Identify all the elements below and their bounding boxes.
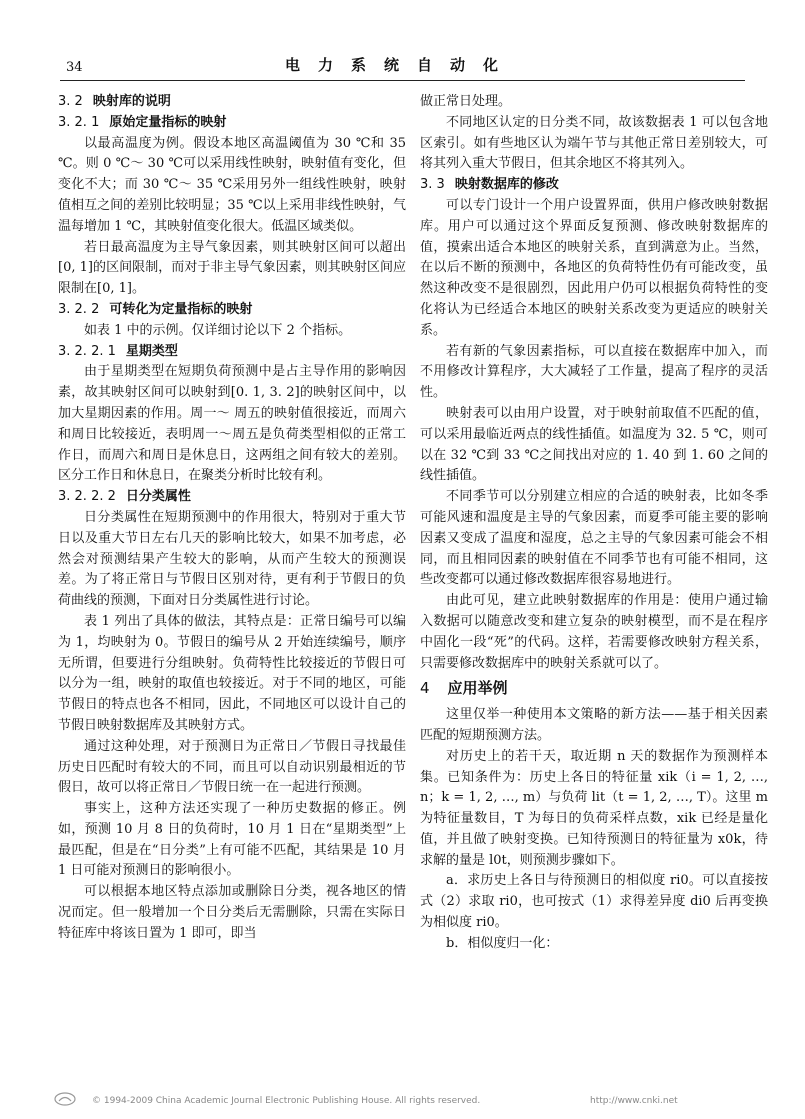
paragraph: 日分类属性在短期预测中的作用很大，特别对于重大节日以及重大节日左右几天的影响比较大，如果不加考虑，必然会对预测结果产生较大的影响，从而产生较大的预测误差。为了将正常日与节假日区别对待，更有利于节假日的负荷曲线的预测，下面对日分类属性进行讨论。: [58, 509, 406, 609]
paragraph: a．求历史上各日与待预测日的相似度 ri0。可以直接按式（2）求取 ri0，也可按式（1）求得差异度 di0 后再变换为相似度 ri0。: [420, 873, 768, 931]
website-link[interactable]: http://www.cnki.net: [590, 1096, 678, 1106]
paragraph: 以最高温度为例。假设本地区高温阈值为 30 ℃和 35 ℃。则 0 ℃～ 30 ℃可以采用线性映射，映射值有变化，但变化不大；而 30 ℃～ 35 ℃采用另外一组线性映射，映射值相互之间的差别比较明显；35 ℃以上采用非线性映射，气温每增加 1 ℃，其映射值变化很大。低温区域类似。: [58, 135, 406, 234]
paragraph: 可以专门设计一个用户设置界面，供用户修改映射数据库。用户可以通过这个界面反复预测、修改映射数据库的值，摸索出适合本地区的映射关系，直到满意为止。当然，在以后不断的预测中，各地区的负荷特性仍有可能改变，虽然这种改变不是很剧烈，因此用户仍可以根据负荷特性的变化将认为已经适合本地区的映射关系改变为更适应的映射关系。: [420, 197, 768, 338]
journal-title: 电力系统自动化: [285, 56, 517, 74]
subsection-heading: [58, 92, 406, 113]
paragraph: 由此可见，建立此映射数据库的作用是：使用户通过输入数据可以随意改变和建立复杂的映射模型，而不是在程序中固化一段“死”的代码。这样，若需要修改映射方程关系，只需要修改数据库中的映射关系就可以了。: [420, 593, 768, 671]
paragraph: 若日最高温度为主导气象因素，则其映射区间可以超出[0, 1]的区间限制，而对于非主导气象因素，则其映射区间应限制在[0, 1]。: [58, 239, 406, 297]
paragraph: b．相似度归一化：: [446, 935, 559, 951]
heading-text: 应用举例: [447, 679, 508, 698]
copyright-notice: © 1994-2009 China Academic Journal Electronic Publishing House. All rights reserved.: [92, 1096, 481, 1106]
heading-text: 可转化为定量指标的映射: [109, 301, 253, 317]
paragraph: 映射表可以由用户设置，对于映射前取值不匹配的值，可以采用最临近两点的线性插值。如温度为 32. 5 ℃，则可以在 32 ℃到 33 ℃之间找出对应的 1. 40 到 1. 60 之间的线性插值。: [420, 405, 768, 484]
paragraph: 不同季节可以分别建立相应的合适的映射表，比如冬季可能风速和温度是主导的气象因素，而夏季可能主要的影响因素又变成了温度和湿度，总之主导的气象因素可能会不相同，而且相同因素的映射值在不同季节也有可能不相同，这些改变都可以通过修改数据库很容易地进行。: [420, 489, 768, 588]
paragraph: 通过这种处理，对于预测日为正常日／节假日寻找最佳历史日匹配时有较大的不同，而且可以自动识别最相近的节假日，故可以将正常日／节假日统一在一起进行预测。: [58, 738, 406, 796]
heading-number: 3. 2: [58, 94, 83, 109]
heading-number: 3. 2. 2. 2: [58, 489, 116, 505]
heading-text: 映射数据库的修改: [454, 177, 559, 193]
left-column: [58, 92, 406, 945]
paragraph: 由于星期类型在短期负荷预测中是占主导作用的影响因素，故其映射区间可以映射到[0. 1, 3. 2]的映射区间中，以加大星期因素的作用。周一～ 周五的映射值很接近，而周六和周日比较接近，表明周一～周五是负荷类型相似的正常工作日，而周六和周日是休息日，这两组之间有较大的差别。区分工作日和休息日，在聚类分析时比较有利。: [58, 364, 406, 484]
subsection-heading: [58, 342, 406, 363]
paragraph: 不同地区认定的日分类不同，故该数据表 1 可以包含地区索引。如有些地区认为端午节与其他正常日差别较大，可将其列入重大节假日，但其余地区不将其列入。: [420, 114, 768, 172]
heading-text: 原始定量指标的映射: [109, 114, 227, 130]
section-heading: [420, 678, 768, 699]
page-number: 34: [66, 60, 83, 75]
heading-number: 3. 2. 1: [58, 114, 100, 130]
heading-text: 日分类属性: [125, 489, 191, 505]
subsection-heading: [420, 175, 768, 196]
heading-number: 3. 2. 2. 1: [58, 343, 116, 359]
heading-number: 3. 3: [420, 177, 445, 193]
heading-number: 3. 2. 2: [58, 301, 100, 317]
subsection-heading: [58, 300, 406, 321]
heading-text: 映射库的说明: [92, 94, 171, 109]
publisher-logo-icon: [54, 1092, 76, 1106]
subsection-heading: [58, 113, 406, 134]
right-column: [420, 92, 768, 955]
heading-number: 4: [420, 679, 430, 698]
paragraph: 若有新的气象因素指标，可以直接在数据库中加入，而不用修改计算程序，大大减轻了工作量，提高了程序的灵活性。: [420, 343, 768, 401]
heading-text: 星期类型: [125, 343, 178, 359]
subsection-heading: [58, 487, 406, 508]
paragraph: 可以根据本地区特点添加或删除日分类，视各地区的情况而定。但一般增加一个日分类后无需删除，只需在实际日特征库中将该日置为 1 即可，即当: [58, 884, 406, 941]
header-rule: [60, 80, 745, 81]
running-header: [0, 52, 805, 80]
paragraph: 表 1 列出了具体的做法，其特点是：正常日编号可以编为 1，均映射为 0。节假日的编号从 2 开始连续编号，顺序无所谓，但要进行分组映射。负荷特性比较接近的节假日可以分为一组，映射的取值也较接近。对于不同的地区，可能节假日的特点也各不相同，因此，不同地区可以设计自己的节假日映射数据库及其映射方式。: [58, 613, 406, 733]
paragraph: 这里仅举一种使用本文策略的新方法——基于相关因素匹配的短期预测方法。: [420, 707, 768, 743]
paragraph: 事实上，这种方法还实现了一种历史数据的修正。例如，预测 10 月 8 日的负荷时，10 月 1 日在“星期类型”上最匹配，但是在“日分类”上有可能不匹配，其结果是 10 月 1 日可能对预测日的影响很小。: [58, 801, 406, 879]
paragraph: 如表 1 中的示例。仅详细讨论以下 2 个指标。: [84, 322, 352, 338]
paragraph: 做正常日处理。: [420, 94, 512, 109]
paragraph: 对历史上的若干天，取近期 n 天的数据作为预测样本集。已知条件为：历史上各日的特征量 xik（i = 1, 2, …, n；k = 1, 2, …, m）与负荷 lit（t = 1, 2, …, T）。这里 m 为特征量数目，T 为每日的负荷采样点数，xik 已经是量化值，并且做了映射变换。已知待预测日的特征量为 x0k，待求解的量是 l0t，则预测步骤如下。: [420, 748, 768, 868]
